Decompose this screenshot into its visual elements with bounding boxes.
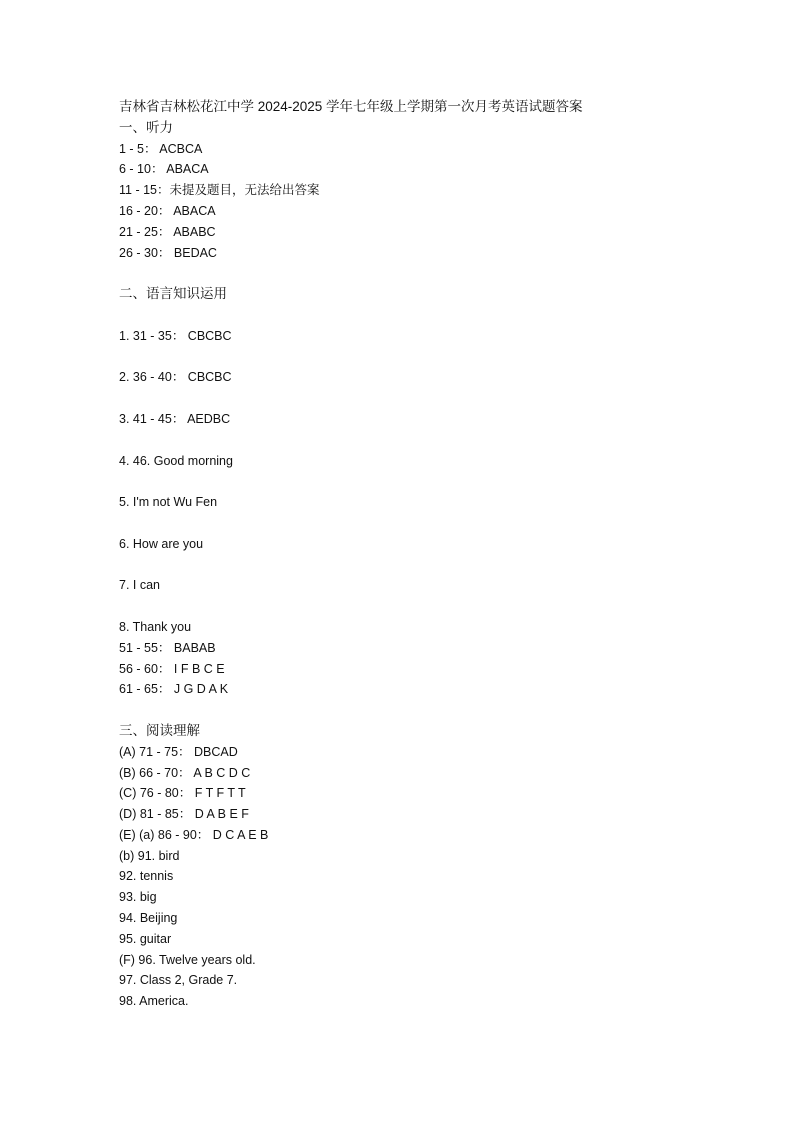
answer-line: (C) 76 - 80： F T F T T [119,786,246,801]
document-title: 吉林省吉林松花江中学 2024-2025 学年七年级上学期第一次月考英语试题答案 [119,99,583,114]
section-reading-heading: 三、阅读理解 [119,722,200,738]
answer-line: 7. I can [119,578,160,593]
answer-line: 97. Class 2, Grade 7. [119,973,238,988]
section-language-heading: 二、语言知识运用 [119,286,227,302]
spacer [119,513,719,534]
spacer [119,388,719,409]
answer-line: 21 - 25： ABABC [119,224,216,239]
spacer [119,700,719,721]
answer-line: 4. 46. Good morning [119,453,233,468]
answer-line: 6. How are you [119,536,204,551]
answer-line: 11 - 15：未提及题目，无法给出答案 [119,183,320,198]
answer-line: 51 - 55： BABAB [119,640,216,655]
answer-line: 61 - 65： J G D A K [119,682,229,697]
section-listening-heading: 一、听力 [119,119,173,135]
answer-line: (F) 96. Twelve years old. [119,952,256,967]
answer-line: 98. America. [119,994,189,1009]
spacer [119,596,719,617]
answer-line: 16 - 20： ABACA [119,203,216,218]
answer-line: 93. big [119,890,157,905]
answer-line: (b) 91. bird [119,848,180,863]
answer-line: 5. I'm not Wu Fen [119,495,218,510]
spacer [119,305,719,326]
answer-line: 56 - 60： I F B C E [119,661,225,676]
spacer [119,555,719,576]
answer-document [119,97,719,1012]
answer-line: (D) 81 - 85： D A B E F [119,807,249,822]
answer-line: 26 - 30： BEDAC [119,245,217,260]
answer-line: 92. tennis [119,869,174,884]
answer-line: 6 - 10： ABACA [119,162,209,177]
spacer [119,471,719,492]
answer-line: 8. Thank you [119,619,192,634]
spacer [119,263,719,284]
answer-line: 2. 36 - 40： CBCBC [119,370,232,385]
answer-line: 1 - 5： ACBCA [119,141,203,156]
answer-line: (A) 71 - 75： DBCAD [119,744,238,759]
answer-line: (B) 66 - 70： A B C D C [119,765,251,780]
answer-line: 1. 31 - 35： CBCBC [119,328,232,343]
spacer [119,347,719,368]
answer-line: 3. 41 - 45： AEDBC [119,411,231,426]
answer-line: 95. guitar [119,931,172,946]
answer-line: (E) (a) 86 - 90： D C A E B [119,827,269,842]
spacer [119,430,719,451]
answer-line: 94. Beijing [119,911,178,926]
